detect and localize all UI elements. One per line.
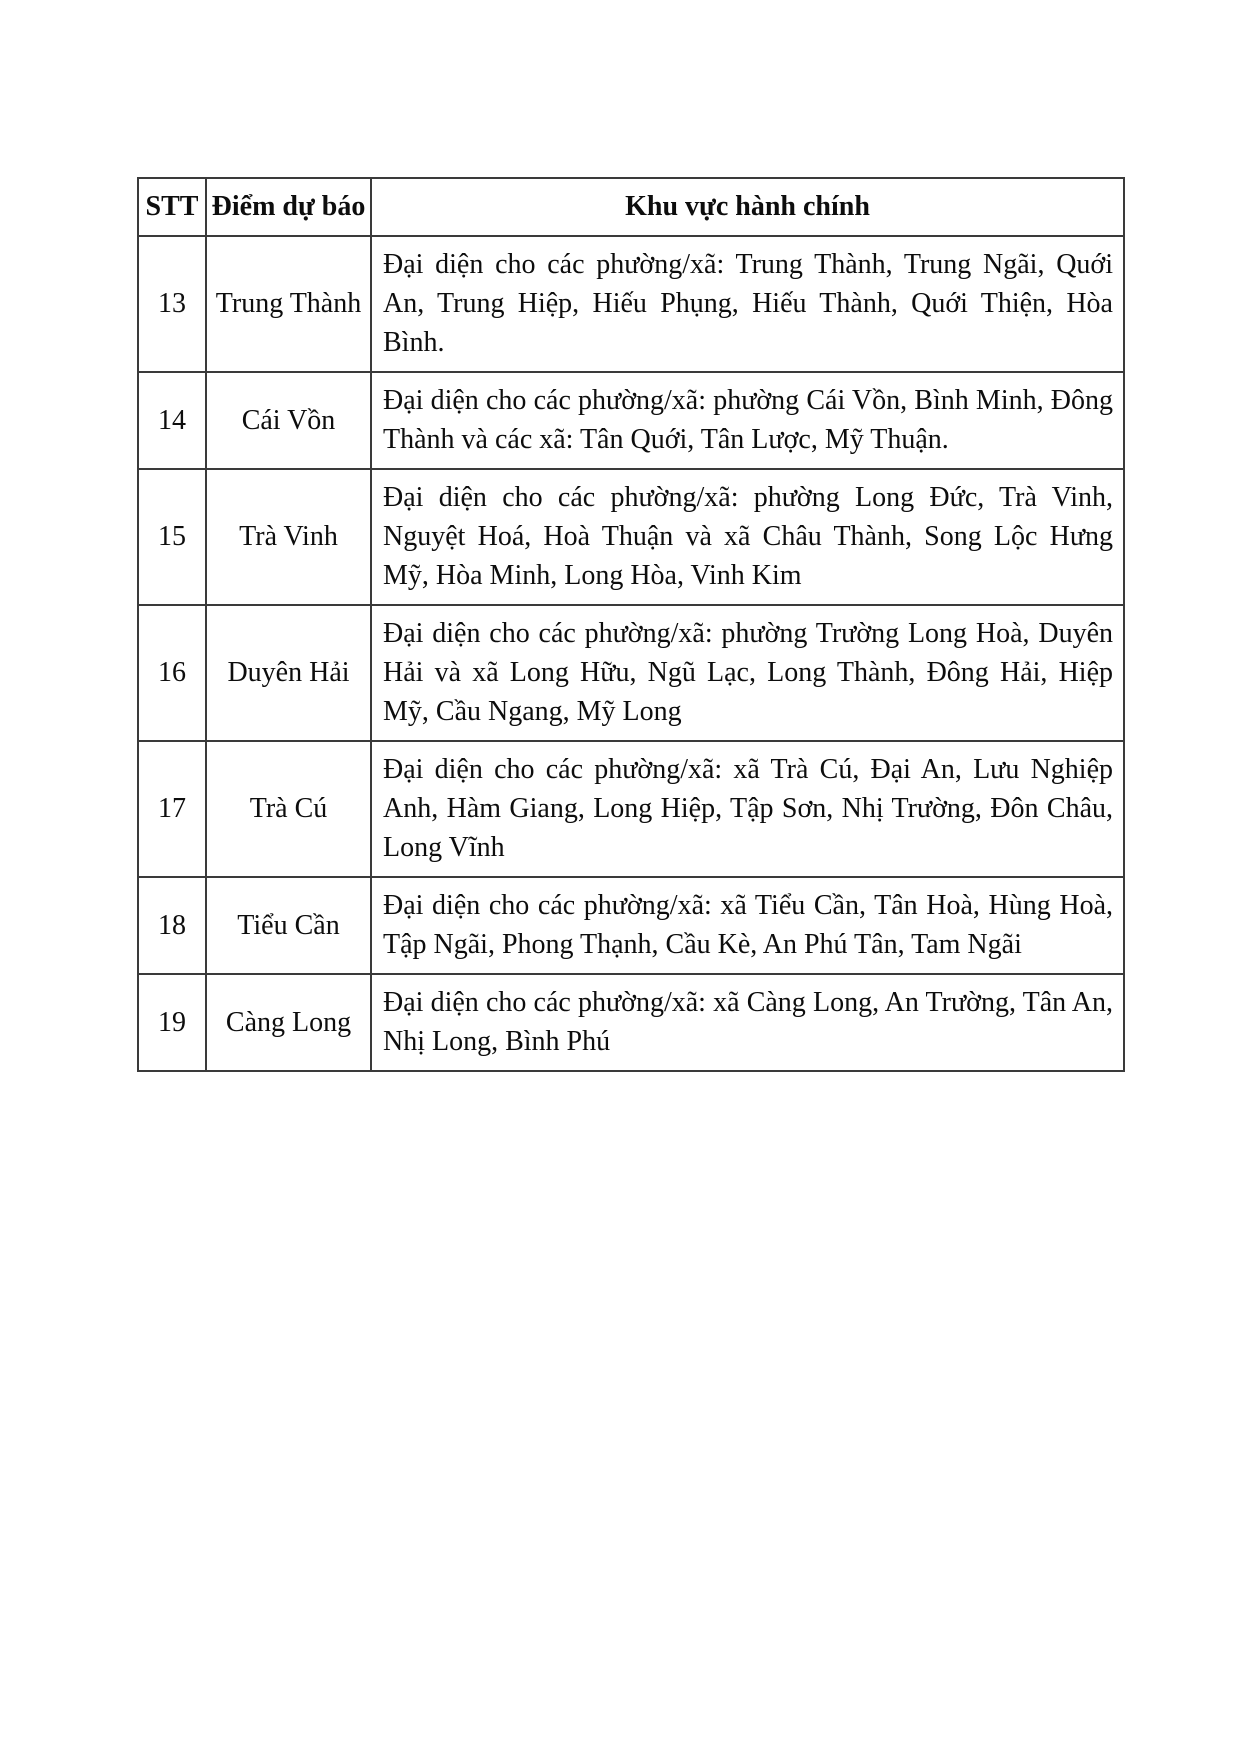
table-header-row <box>138 178 1124 236</box>
stt-header: STT <box>138 178 206 236</box>
stt-cell: 19 <box>138 974 206 1071</box>
forecast-point-cell: Cái Vồn <box>206 372 371 469</box>
stt-cell: 16 <box>138 605 206 741</box>
table-row <box>138 469 1124 605</box>
forecast-point-header: Điểm dự báo <box>206 178 371 236</box>
admin-area-cell: Đại diện cho các phường/xã: phường Cái Vồn, Bình Minh, Đông Thành và các xã: Tân Quới, Tân Lược, Mỹ Thuận. <box>371 372 1124 469</box>
table-row <box>138 741 1124 877</box>
admin-area-cell: Đại diện cho các phường/xã: Trung Thành, Trung Ngãi, Quới An, Trung Hiệp, Hiếu Phụng, Hiếu Thành, Quới Thiện, Hòa Bình. <box>371 236 1124 372</box>
stt-cell: 13 <box>138 236 206 372</box>
admin-area-cell: Đại diện cho các phường/xã: xã Trà Cú, Đại An, Lưu Nghiệp Anh, Hàm Giang, Long Hiệp, Tập Sơn, Nhị Trường, Đôn Châu, Long Vĩnh <box>371 741 1124 877</box>
table-row <box>138 974 1124 1071</box>
forecast-point-cell: Trà Vinh <box>206 469 371 605</box>
stt-cell: 15 <box>138 469 206 605</box>
forecast-point-cell: Trung Thành <box>206 236 371 372</box>
table-row <box>138 372 1124 469</box>
forecast-point-cell: Duyên Hải <box>206 605 371 741</box>
stt-cell: 18 <box>138 877 206 974</box>
admin-area-cell: Đại diện cho các phường/xã: phường Trường Long Hoà, Duyên Hải và xã Long Hữu, Ngũ Lạc, Long Thành, Đông Hải, Hiệp Mỹ, Cầu Ngang, Mỹ Long <box>371 605 1124 741</box>
forecast-point-cell: Trà Cú <box>206 741 371 877</box>
admin-area-header: Khu vực hành chính <box>371 178 1124 236</box>
table-row <box>138 236 1124 372</box>
admin-area-cell: Đại diện cho các phường/xã: xã Tiểu Cần, Tân Hoà, Hùng Hoà, Tập Ngãi, Phong Thạnh, Cầu Kè, An Phú Tân, Tam Ngãi <box>371 877 1124 974</box>
admin-area-cell: Đại diện cho các phường/xã: phường Long Đức, Trà Vinh, Nguyệt Hoá, Hoà Thuận và xã Châu Thành, Song Lộc Hưng Mỹ, Hòa Minh, Long Hòa, Vinh Kim <box>371 469 1124 605</box>
forecast-point-cell: Càng Long <box>206 974 371 1071</box>
stt-cell: 17 <box>138 741 206 877</box>
table-row <box>138 877 1124 974</box>
table-row <box>138 605 1124 741</box>
forecast-point-cell: Tiểu Cần <box>206 877 371 974</box>
forecast-table <box>137 177 1125 1072</box>
stt-cell: 14 <box>138 372 206 469</box>
admin-area-cell: Đại diện cho các phường/xã: xã Càng Long, An Trường, Tân An, Nhị Long, Bình Phú <box>371 974 1124 1071</box>
